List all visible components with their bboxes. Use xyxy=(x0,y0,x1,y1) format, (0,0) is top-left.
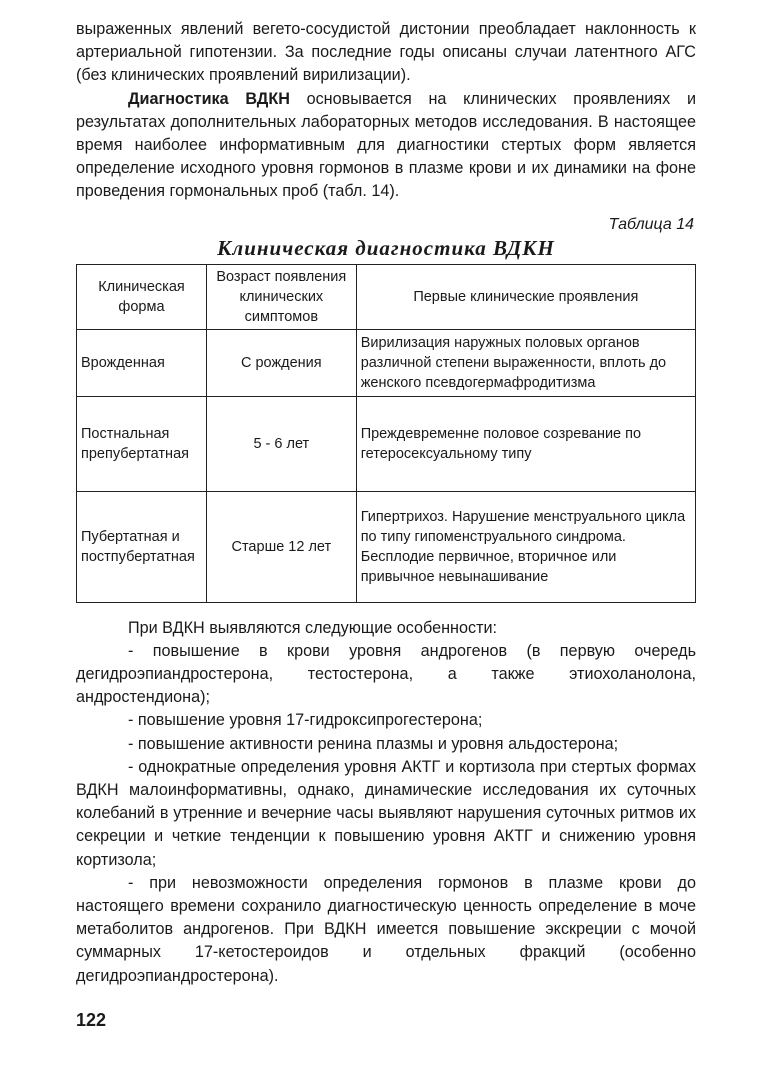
table-row xyxy=(77,396,696,491)
cell-form: Врожденная xyxy=(77,329,207,396)
cell-signs: Гипертрихоз. Нарушение менструального цикла по типу гипоменструального синдрома. Бесплодие первичное, вторичное или привычное невынашивание xyxy=(356,491,695,602)
header-onset-age: Возраст появления клинических симптомов xyxy=(206,264,356,329)
header-first-signs: Первые клинические проявления xyxy=(356,264,695,329)
table-row xyxy=(77,491,696,602)
feature-item: - однократные определения уровня АКТГ и кортизола при стертых формах ВДКН малоинформативны, однако, динамические исследования их суточных колебаний в утренние и вечерние часы выявляют нарушения суточных ритмов их секреции и четкие тенденции к повышению уровня АКТГ и снижению уровня кортизола; xyxy=(76,757,696,869)
page-number: 122 xyxy=(76,1010,107,1030)
features-lead: При ВДКН выявляются следующие особенности: xyxy=(128,618,498,637)
table-row xyxy=(77,329,696,396)
feature-item: - повышение в крови уровня андрогенов (в первую очередь дегидроэпиандростерона, тестостерона, а также этиохоланолона, андростендиона); xyxy=(76,641,696,707)
table-caption: Таблица 14 xyxy=(608,215,694,233)
cell-age: С рождения xyxy=(206,329,356,396)
cell-form: Постнальная препубертатная xyxy=(77,396,207,491)
diagnostics-paragraph xyxy=(76,88,696,204)
cell-age: 5 - 6 лет xyxy=(206,396,356,491)
diagnostics-term: Диагностика ВДКН xyxy=(128,89,290,108)
diagnostics-text: основывается на клинических проявлениях и результатах дополнительных лабораторных методов исследования. В настоящее время наиболее информативным для диагностики стертых форм является определение исходного уровня гормонов в плазме крови и их динамики на фоне проведения гормональных проб (табл. 14). xyxy=(76,89,696,201)
page-content xyxy=(76,18,696,988)
cell-signs: Вирилизация наружных половых органов различной степени выраженности, вплоть до женского псевдогермафродитизма xyxy=(356,329,695,396)
feature-item: - повышение уровня 17-гидроксипрогестерона; xyxy=(128,711,483,730)
cell-age: Старше 12 лет xyxy=(206,491,356,602)
feature-item: - при невозможности определения гормонов в плазме крови до настоящего времени сохранило диагностическую ценность определение в моче метаболитов андрогенов. При ВДКН имеется повышение экскреции с мочой суммарных 17-кетостероидов и отдельных фракций (особенно дегидроэпиандростерона). xyxy=(76,873,696,985)
table-title: Клиническая диагностика ВДКН xyxy=(217,235,555,260)
table-header-row xyxy=(77,264,696,329)
cell-form: Пубертатная и постпубертатная xyxy=(77,491,207,602)
cell-signs: Преждевременне половое созревание по гетеросексуальному типу xyxy=(356,396,695,491)
clinical-diagnostics-table xyxy=(76,264,696,603)
feature-item: - повышение активности ренина плазмы и уровня альдостерона; xyxy=(128,734,619,753)
header-clinical-form: Клиническая форма xyxy=(77,264,207,329)
features-section xyxy=(76,617,696,988)
intro-paragraph: выраженных явлений вегето-сосудистой дистонии преобладает наклонность к артериальной гипотензии. За последние годы описаны случаи латентного АГС (без клинических проявлений вирилизации). xyxy=(76,20,696,85)
